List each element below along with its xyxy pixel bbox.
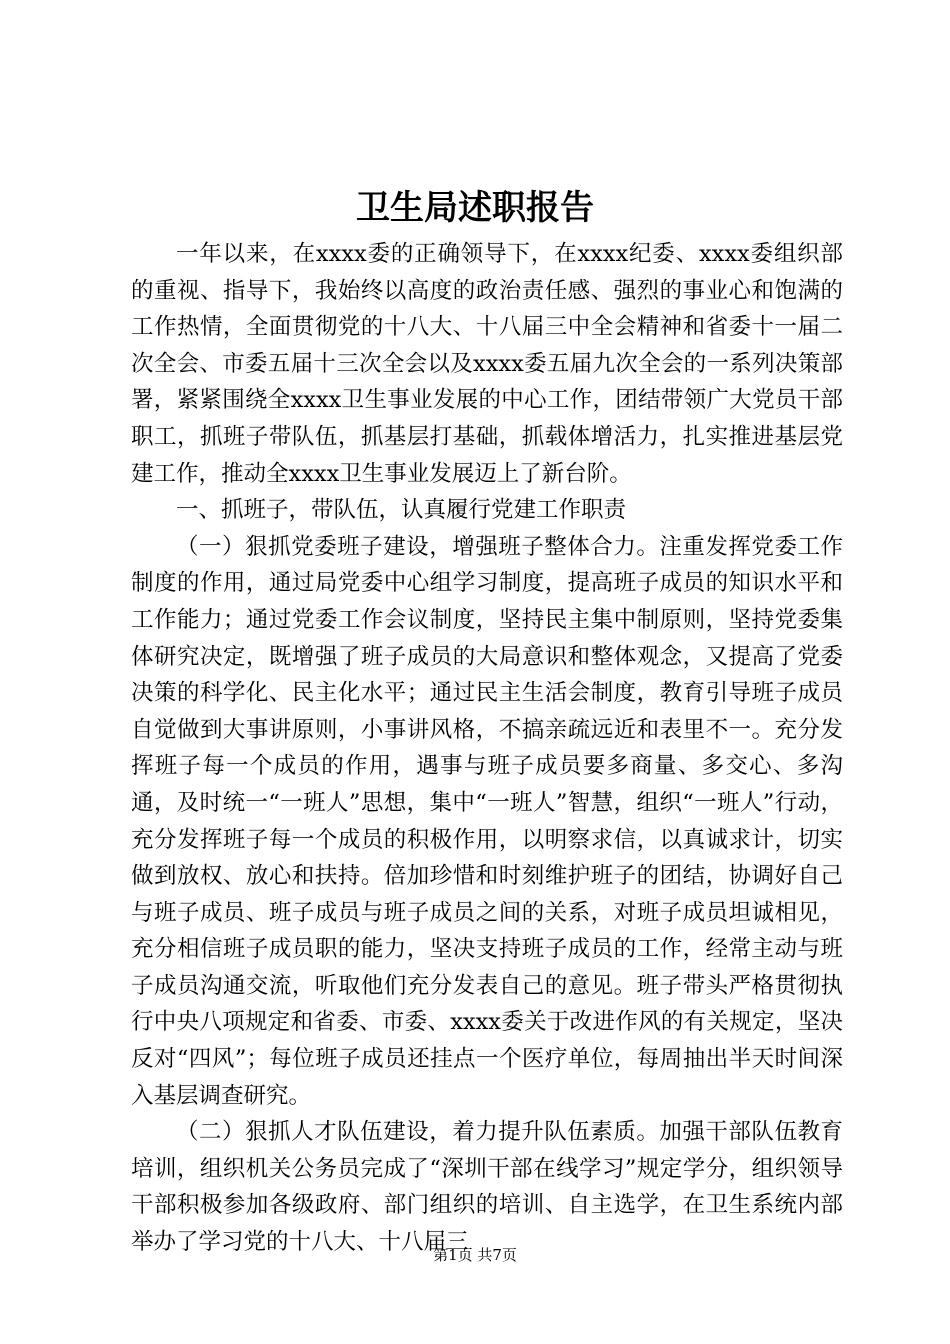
section-heading: 一、抓班子，带队伍，认真履行党建工作职责 [176,497,627,524]
intro-paragraph: 一年以来，在xxxx委的正确领导下，在xxxx纪委、xxxx委组织部的重视、指导下，我始终以高度的政治责任感、强烈的事业心和饱满的工作热情，全面贯彻党的十八大、十八届三中全会精神和省委十一届二次全会、市委五届十三次全会以及xxxx委五届九次全会的一系列决策部署，紧紧围绕全xxxx卫生事业发展的中心工作，团结带领广大党员干部职工，抓班子带队伍，抓基层打基础，抓载体增活力，扎实推进基层党建工作，推动全xxxx卫生事业发展迈上了新台阶。 [131,241,843,487]
document-title: 卫生局述职报告 [356,188,594,228]
subsection-paragraph-1: （一）狠抓党委班子建设，增强班子整体合力。注重发挥党委工作制度的作用，通过局党委中心组学习制度，提高班子成员的知识水平和工作能力；通过党委工作会议制度，坚持民主集中制原则，坚持党委集体研究决定，既增强了班子成员的大局意识和整体观念，又提高了党委决策的科学化、民主化水平；通过民主生活会制度，教育引导班子成员自觉做到大事讲原则，小事讲风格，不搞亲疏远近和表里不一。充分发挥班子每一个成员的作用，遇事与班子成员要多商量、多交心、多沟通，及时统一“一班人”思想，集中“一班人”智慧，组织“一班人”行动，充分发挥班子每一个成员的积极作用，以明察求信，以真诚求计，切实做到放权、放心和扶持。倍加珍惜和时刻维护班子的团结，协调好自己与班子成员、班子成员与班子成员之间的关系，对班子成员坦诚相见，充分相信班子成员职的能力，坚决支持班子成员的工作，经常主动与班子成员沟通交流，听取他们充分发表自己的意见。班子带头严格贯彻执行中央八项规定和省委、市委、xxxx委关于改进作风的有关规定，坚决反对“四风”；每位班子成员还挂点一个医疗单位，每周抽出半天时间深入基层调查研究。 [131,533,843,1109]
document-body [131,236,843,1261]
page-number-footer: 第1页 共7页 [433,1246,517,1264]
subsection-paragraph-2: （二）狠抓人才队伍建设，着力提升队伍素质。加强干部队伍教育培训，组织机关公务员完成了“深圳干部在线学习”规定学分，组织领导干部积极参加各级政府、部门组织的培训、自主选学，在卫生系统内部举办了学习党的十八大、十八届三 [131,1119,843,1256]
